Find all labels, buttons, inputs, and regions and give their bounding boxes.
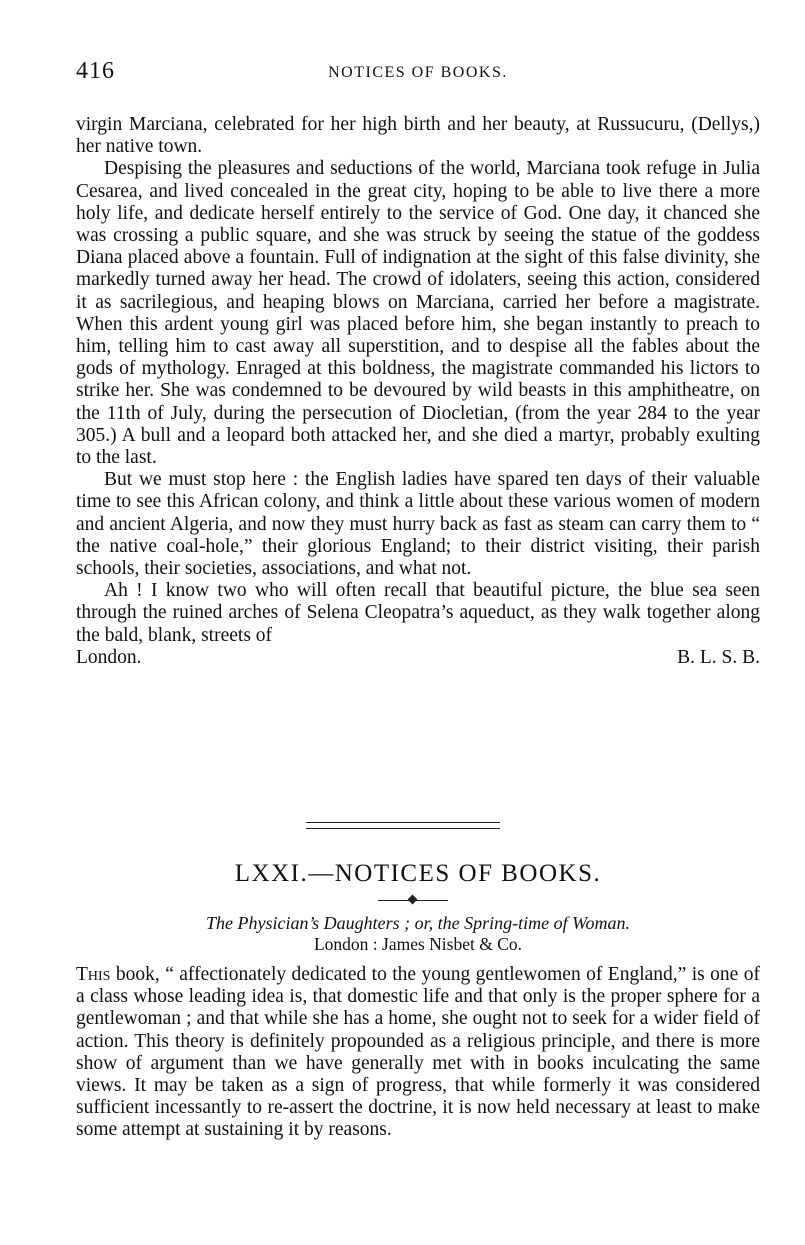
publisher-line: London : James Nisbet & Co. xyxy=(313,934,523,954)
book-title: The Physician’s Daughters ; or, the Spring-time of Woman. xyxy=(206,913,630,933)
paragraph: Ah ! I know two who will often recall that beautiful picture, the blue sea seen through the ruined arches of Selena Cleopatra’s aqueduct, as they walk together along the bald, blank, streets of xyxy=(76,580,760,646)
running-title: NOTICES OF BOOKS. xyxy=(328,64,508,81)
diamond-ornament-icon xyxy=(378,896,448,904)
review-body: book, “ affectionately dedicated to the young gentlewomen of England,” is one of a class whose leading idea is, that domestic life and that only is the proper sphere for a gentlewoman ; and that while she has a home, she ought not to seek for a wider field of action. This theory is definitely propounded as a religious principle, and there is more show of argument than we have generally met with in books inculcating the same views. It may be taken as a sign of progress, that while formerly it was considered sufficient incessantly to re-assert the doctrine, it is now held necessary at least to make some attempt at sustaining it by reasons. xyxy=(76,964,760,1141)
signoff-line xyxy=(76,647,760,669)
author-initials: B. L. S. B. xyxy=(677,646,760,668)
section-divider xyxy=(306,822,500,829)
paragraph: virgin Marciana, celebrated for her high birth and her beauty, at Russucuru, (Dellys,) her native town. xyxy=(76,114,760,158)
chapter-heading: LXXI.—NOTICES OF BOOKS. xyxy=(234,860,602,887)
article-text xyxy=(76,114,760,669)
closing-word: London. xyxy=(76,646,142,668)
running-head xyxy=(76,58,760,92)
paragraph: Despising the pleasures and seductions of the world, Marciana took refuge in Julia Cesarea, and lived concealed in the great city, hoping to be able to live there a more holy life, and dedicate herself entirely to the service of God. One day, it chanced she was crossing a public square, and she was struck by seeing the statue of the goddess Diana placed above a fountain. Full of indignation at the sight of this false divinity, she markedly turned away her head. The crowd of idolaters, seeing this action, considered it as sacrilegious, and heaping blows on Marciana, carried her before a magistrate. When this ardent young girl was placed before him, she began instantly to preach to him, telling him to cast away all superstition, and to despise all the fables about the gods of mythology. Enraged at this boldness, the magistrate commanded his lictors to strike her. She was condemned to be devoured by wild beasts in this amphitheatre, on the 11th of July, during the persecution of Diocletian, (from the year 284 to the year 305.) A bull and a leopard both attacked her, and she died a martyr, probably exulting to the last. xyxy=(76,158,760,469)
lead-in-word: This xyxy=(76,964,111,985)
page-number: 416 xyxy=(76,58,115,84)
paragraph xyxy=(76,964,760,1142)
paragraph: But we must stop here : the English ladies have spared ten days of their valuable time to see this African colony, and think a little about these various women of modern and ancient Algeria, and now they must hurry back as fast as steam can carry them to “ the native coal-hole,” their glorious England; to their district visiting, their parish schools, their societies, associations, and what not. xyxy=(76,469,760,580)
review-text xyxy=(76,964,760,1142)
